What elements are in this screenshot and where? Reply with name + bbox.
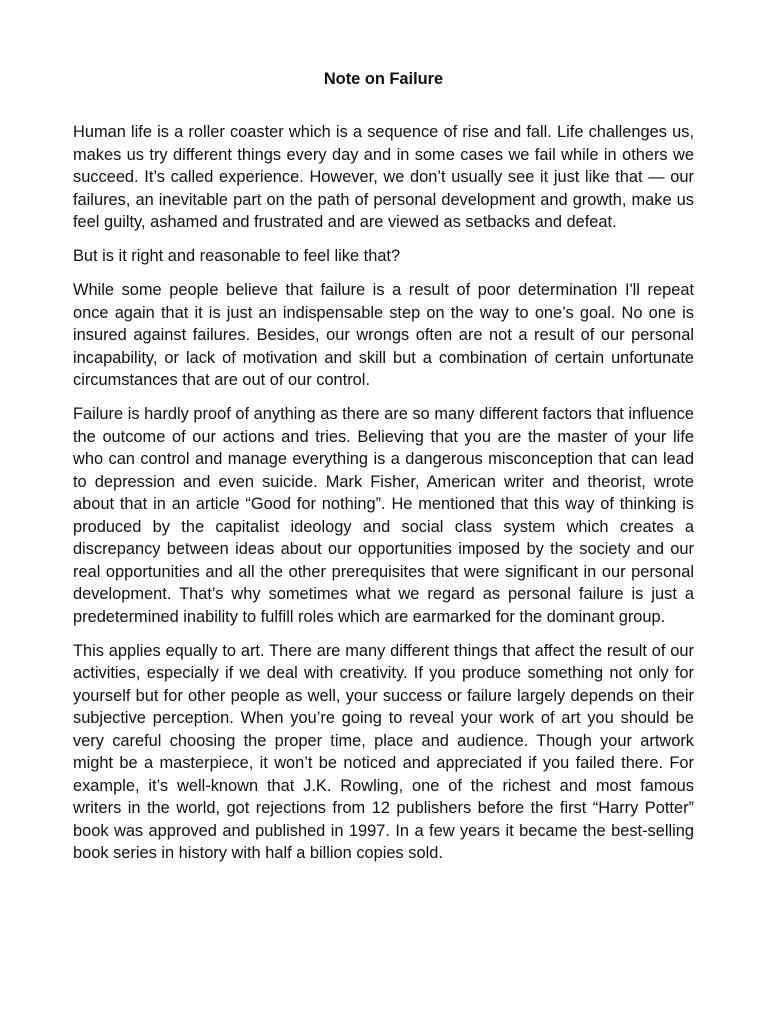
paragraph-factors: Failure is hardly proof of anything as there are so many different factors that influence the outcome of our actions and tries. Believing that you are the master of your life who can control and manage everything is a dangerous misconception that can lead to depression and even suicide. Mark Fisher, American writer and theorist, wrote about that in an article “Good for nothing”. He mentioned that this way of thinking is produced by the capitalist ideology and social class system which creates a discrepancy between ideas about our opportunities imposed by the society and our real opportunities and all the other prerequisites that were significant in our personal development. That’s why sometimes what we regard as personal failure is just a predetermined inability to fulfill roles which are earmarked for the dominant group.: [73, 405, 694, 626]
paragraph-art: This applies equally to art. There are many different things that affect the result of our activities, especially if we deal with creativity. If you produce something not only for yourself but for other people as well, your success or failure largely depends on their subjective perception. When you’re going to reveal your work of art you should be very careful choosing the proper time, place and audience. Though your artwork might be a masterpiece, it won’t be noticed and appreciated if you failed there. For example, it’s well-known that J.K. Rowling, one of the richest and most famous writers in the world, got rejections from 12 publishers before the first “Harry Potter” book was approved and published in 1997. In a few years it became the best-selling book series in history with half a billion copies sold.: [73, 641, 694, 862]
document-body: [73, 121, 694, 865]
document-title: Note on Failure: [323, 70, 444, 88]
document-page: [73, 0, 694, 876]
paragraph-intro: Human life is a roller coaster which is a sequence of rise and fall. Life challenges us, makes us try different things every day and in some cases we fail while in others we succeed. It’s called experience. However, we don’t usually see it just like that — our failures, an inevitable part on the path of personal development and growth, make us feel guilty, ashamed and frustrated and are viewed as setbacks and defeat.: [73, 123, 694, 231]
paragraph-determination: While some people believe that failure is a result of poor determination I'll repeat once again that it is just an indispensable step on the way to one’s goal. No one is insured against failures. Besides, our wrongs often are not a result of our personal incapability, or lack of motivation and skill but a combination of certain unfortunate circumstances that are out of our control.: [73, 281, 694, 389]
paragraph-question: But is it right and reasonable to feel like that?: [73, 247, 401, 265]
